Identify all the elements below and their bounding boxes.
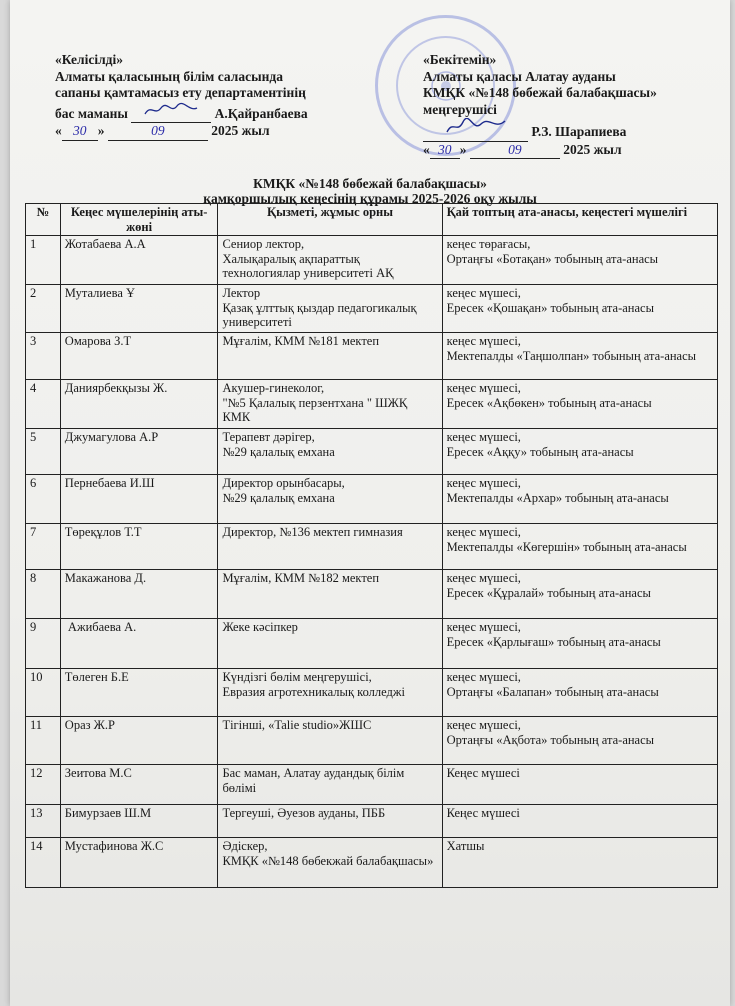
role-parent-group: Ересек «Құралай» тобының ата-анасы <box>446 585 651 600</box>
role-title: кеңес мүшесі, <box>446 286 521 300</box>
row-number: 2 <box>26 285 61 333</box>
member-job: Сениор лектор, Халықаралық ақпараттық технологиялар университеті АҚ <box>218 236 442 285</box>
member-job: Директор орынбасары, №29 қалалық емхана <box>218 475 442 524</box>
table-row <box>26 838 718 888</box>
row-number: 10 <box>26 669 61 717</box>
document-page <box>10 0 730 1006</box>
member-name: Мустафинова Ж.С <box>60 838 218 888</box>
row-number: 7 <box>26 524 61 570</box>
agreed-date-day: 30 <box>62 123 98 141</box>
member-job: Тігінші, «Talie studio»ЖШС <box>218 717 442 765</box>
table-row <box>26 236 718 285</box>
table-row <box>26 380 718 429</box>
approved-date-year: 2025 жыл <box>563 141 622 157</box>
member-role <box>442 285 717 333</box>
row-number: 3 <box>26 333 61 380</box>
row-number: 5 <box>26 429 61 475</box>
agreed-org-line-2: сапаны қамтамасыз ету департаментінің <box>55 85 306 100</box>
role-title: кеңес мүшесі, <box>446 334 521 348</box>
role-title: Кеңес мүшесі <box>446 806 520 820</box>
approved-block <box>423 52 723 159</box>
member-role <box>442 429 717 475</box>
council-members-table <box>25 203 718 888</box>
document-title <box>90 176 650 206</box>
role-title: кеңес мүшесі, <box>446 525 521 539</box>
role-title: Кеңес мүшесі <box>446 766 520 780</box>
row-number: 14 <box>26 838 61 888</box>
approved-org-line-1: Алматы қаласы Алатау ауданы <box>423 68 616 84</box>
row-number: 8 <box>26 570 61 619</box>
role-parent-group: Ересек «Аққу» тобының ата-анасы <box>446 444 634 459</box>
member-role <box>442 475 717 524</box>
member-role <box>442 380 717 429</box>
table-row <box>26 765 718 805</box>
member-name: Төлеген Б.Е <box>60 669 218 717</box>
member-job: Лектор Қазақ ұлттық қыздар педагогикалық университеті <box>218 285 442 333</box>
row-number: 9 <box>26 619 61 669</box>
member-job: Тергеуші, Әуезов ауданы, ПББ <box>218 805 442 838</box>
member-name: Бимурзаев Ш.М <box>60 805 218 838</box>
title-line-1: КМҚК «№148 бөбежай балабақшасы» <box>253 176 487 191</box>
agreed-org-line-1: Алматы қаласының білім саласында <box>55 68 283 84</box>
member-job: Директор, №136 мектеп гимназия <box>218 524 442 570</box>
role-parent-group: Мектепалды «Көгершін» тобының ата-анасы <box>446 539 687 554</box>
role-title: Хатшы <box>446 839 485 853</box>
member-role <box>442 717 717 765</box>
agreed-date-year: 2025 жыл <box>211 123 270 138</box>
table-row <box>26 475 718 524</box>
member-job: Акушер-гинеколог, "№5 Қалалық перзентхана " ШЖҚ КМК <box>218 380 442 429</box>
member-name: Пернебаева И.Ш <box>60 475 218 524</box>
role-title: кеңес мүшесі, <box>446 670 521 684</box>
table-row <box>26 805 718 838</box>
handwritten-signature-icon <box>141 102 201 118</box>
title-line-2: қамқоршылық кеңесінің құрамы 2025-2026 оқу жылы <box>203 191 537 206</box>
role-parent-group: Ересек «Қошақан» тобының ата-анасы <box>446 300 654 315</box>
role-parent-group: Ортаңғы «Ақбота» тобының ата-анасы <box>446 732 655 747</box>
table-row <box>26 524 718 570</box>
member-name: Зеитова М.С <box>60 765 218 805</box>
member-job: Әдіскер, КМҚК «№148 бөбекжай балабақшасы» <box>218 838 442 888</box>
approved-signer-name: Р.З. Шарапиева <box>531 124 627 139</box>
table-row <box>26 619 718 669</box>
member-name: Омарова З.Т <box>60 333 218 380</box>
row-number: 13 <box>26 805 61 838</box>
table-header-row <box>26 204 718 236</box>
role-parent-group: Ересек «Ақбөкен» тобының ата-анасы <box>446 395 652 410</box>
role-title: кеңес мүшесі, <box>446 718 521 732</box>
member-role <box>442 524 717 570</box>
member-role <box>442 669 717 717</box>
row-number: 11 <box>26 717 61 765</box>
role-title: кеңес мүшесі, <box>446 430 521 444</box>
member-name: Ажибаева А. <box>60 619 218 669</box>
member-role <box>442 838 717 888</box>
member-job: Мұғалім, КММ №181 мектеп <box>218 333 442 380</box>
row-number: 12 <box>26 765 61 805</box>
approved-date-line: « 30 » 09 2025 жыл <box>423 142 723 160</box>
role-parent-group: Ортаңғы «Ботақан» тобының ата-анасы <box>446 251 659 266</box>
member-role <box>442 619 717 669</box>
role-title: кеңес мүшесі, <box>446 571 521 585</box>
member-name: Ораз Ж.Р <box>60 717 218 765</box>
header-role: Қай топтың ата-анасы, кеңестегі мүшелігі <box>442 204 717 236</box>
header-name: Кеңес мүшелерінің аты-жөні <box>60 204 218 236</box>
role-title: кеңес мүшесі, <box>446 620 521 634</box>
agreed-signer-line <box>55 102 385 124</box>
member-role <box>442 333 717 380</box>
role-parent-group: Ересек «Қарлығаш» тобының ата-анасы <box>446 634 661 649</box>
row-number: 6 <box>26 475 61 524</box>
role-parent-group: Мектепалды «Таңшолпан» тобының ата-анасы <box>446 348 697 363</box>
role-title: кеңес төрағасы, <box>446 237 531 251</box>
approved-position: меңгерушісі <box>423 101 497 117</box>
agreed-heading: «Келісілді» <box>55 52 123 67</box>
member-name: Джумагулова А.Р <box>60 429 218 475</box>
approved-date-day: 30 <box>430 142 460 160</box>
member-name: Муталиева Ұ <box>60 285 218 333</box>
table-row <box>26 669 718 717</box>
approved-signature <box>423 118 528 142</box>
table-row <box>26 285 718 333</box>
member-job: Жеке кәсіпкер <box>218 619 442 669</box>
member-job: Терапевт дәрігер, №29 қалалық емхана <box>218 429 442 475</box>
agreed-signature <box>131 102 211 124</box>
approved-signer-line <box>423 118 723 142</box>
member-job: Бас маман, Алатау аудандық білім бөлімі <box>218 765 442 805</box>
agreed-date-month: 09 <box>108 123 208 141</box>
approved-date-month: 09 <box>470 142 560 160</box>
member-name: Макажанова Д. <box>60 570 218 619</box>
row-number: 1 <box>26 236 61 285</box>
agreed-signer-name: А.Қайранбаева <box>214 105 308 121</box>
member-role <box>442 236 717 285</box>
role-title: кеңес мүшесі, <box>446 381 521 395</box>
agreed-block <box>55 52 385 141</box>
table-row <box>26 570 718 619</box>
role-parent-group: Мектепалды «Архар» тобының ата-анасы <box>446 490 669 505</box>
table-row <box>26 333 718 380</box>
member-role <box>442 805 717 838</box>
header-number: № <box>26 204 61 236</box>
header-job: Қызметі, жұмыс орны <box>218 204 442 236</box>
agreed-date-line: « 30 » 09 2025 жыл <box>55 123 385 141</box>
role-parent-group: Ортаңғы «Балапан» тобының ата-анасы <box>446 684 659 699</box>
row-number: 4 <box>26 380 61 429</box>
table-row <box>26 429 718 475</box>
approved-org-line-2: КМҚК «№148 бөбежай балабақшасы» <box>423 85 657 100</box>
agreed-position: бас маманы <box>55 105 128 121</box>
member-role <box>442 570 717 619</box>
handwritten-signature-icon <box>441 118 511 136</box>
member-name: Жотабаева А.А <box>60 236 218 285</box>
member-name: Төреқұлов Т.Т <box>60 524 218 570</box>
member-job: Күндізгі бөлім меңгерушісі, Евразия агротехникалық колледжі <box>218 669 442 717</box>
table-row <box>26 717 718 765</box>
approved-heading: «Бекітемін» <box>423 52 497 67</box>
member-name: Даниярбекқызы Ж. <box>60 380 218 429</box>
role-title: кеңес мүшесі, <box>446 476 521 490</box>
member-job: Мұғалім, КММ №182 мектеп <box>218 570 442 619</box>
member-role <box>442 765 717 805</box>
